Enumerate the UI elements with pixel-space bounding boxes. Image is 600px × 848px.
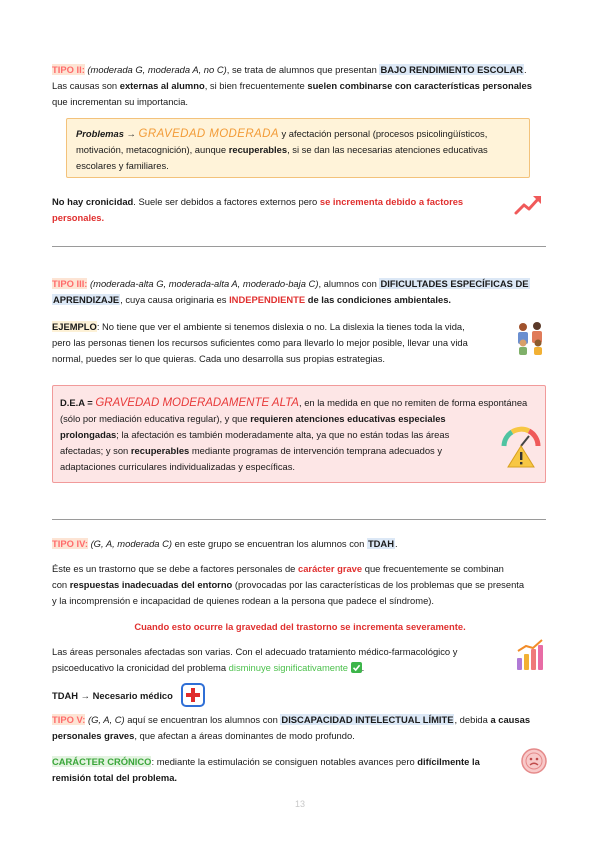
tipo5-l2b: , que afectan a áreas dominantes de modo profundo.	[134, 730, 355, 741]
box2-l1c: , en la medida en que no remiten de forma espontánea	[298, 397, 528, 408]
tipo4-areas-line1: Las áreas personales afectadas son varias. Con el adecuado tratamiento médico-farmacológico y	[52, 646, 458, 657]
tipo4-p2a: con	[52, 579, 70, 590]
tipo4-areas-line2	[52, 660, 364, 676]
divider	[52, 519, 546, 520]
tipo2-callout-box	[66, 118, 530, 178]
tipo2-l2b: externas al alumno	[119, 80, 205, 91]
box2-line4	[60, 443, 442, 459]
tipo4-subtitle: (G, A, moderada C)	[90, 538, 173, 549]
dea-label: D.E.A =	[60, 397, 96, 408]
tdah-line: TDAH → Necesario médico	[52, 690, 173, 701]
tipo2-label: TIPO II:	[52, 64, 85, 75]
tipo3-highlight2: APRENDIZAJE	[53, 294, 120, 305]
tipo4-p2	[52, 577, 524, 593]
ejemplo-line1	[52, 319, 465, 335]
box1-l2c: , si se dan las necesarias atenciones educativas	[287, 144, 488, 155]
box2-recuperables: recuperables	[130, 445, 190, 456]
box2-l3b: ; la afectación es también moderadamente alta, ya que no están todas las áreas	[116, 429, 450, 440]
ejemplo-line2: pero las personas tienen los recursos suficientes como para llevarlo lo mejor posible, llevar una vida	[52, 337, 468, 348]
box2-line5: adaptaciones curriculares individualizadas y específicas.	[60, 461, 296, 472]
tipo4-a2a: psicoeducativo la cronicidad del problema	[52, 662, 229, 673]
tipo5-title-line	[52, 712, 530, 728]
box2-line1	[60, 395, 540, 411]
box2-l2b: requieren atenciones educativas especiales	[250, 413, 446, 424]
box1-line1	[76, 126, 522, 142]
box1-l2a: motivación, metacognición), aunque	[76, 144, 229, 155]
ejemplo-line3: normal, puedes ser lo que quieras. Cada uno desarrolla sus propias estrategias.	[52, 353, 386, 364]
sad-face-icon	[521, 748, 547, 774]
tipo2-text: , se trata de alumnos que presentan	[226, 64, 380, 75]
tipo2-cronicidad-line1	[52, 194, 463, 210]
dea-callout-box	[52, 385, 546, 483]
tipo5-t3: a causas	[490, 714, 531, 725]
tipo3-label: TIPO III:	[52, 278, 88, 289]
tipo5-line2	[52, 728, 355, 744]
tipo2-l2c: , si bien frecuentemente	[204, 80, 308, 91]
tipo5-highlight: DISCAPACIDAD INTELECTUAL LÍMITE	[281, 714, 454, 725]
box2-l4a: afectadas; y son	[60, 445, 131, 456]
tipo4-p3: y la incomprensión e incapacidad de quienes rodean a la persona que padece el síndrome).	[52, 595, 435, 606]
tipo3-independiente: INDEPENDIENTE	[229, 294, 306, 305]
people-icon	[514, 319, 548, 355]
disminuye: disminuye significativamente	[228, 662, 348, 673]
divider	[52, 246, 546, 247]
tipo2-cronicidad-line2: personales.	[52, 212, 105, 223]
caracter-cronico: CARÁCTER CRÓNICO	[52, 756, 152, 767]
tipo4-p1	[52, 561, 546, 577]
check-icon	[351, 662, 362, 673]
tipo3-line2	[52, 292, 451, 308]
gauge-warning-icon	[500, 424, 542, 468]
tipo2-line3: que incrementan su importancia.	[52, 96, 189, 107]
tipo2-l2a: Las causas son	[52, 80, 120, 91]
tipo4-title-line	[52, 536, 398, 552]
tipo4-label: TIPO IV:	[52, 538, 88, 549]
tipo3-text: , alumnos con	[318, 278, 380, 289]
tipo4-p2c: (provocadas por las características de los problemas que se presenta	[232, 579, 525, 590]
box1-line2	[76, 142, 488, 158]
trend-up-icon	[513, 193, 543, 217]
respuestas-inadecuadas: respuestas inadecuadas del entorno	[69, 579, 233, 590]
tipo5-subtitle: (G, A, C)	[87, 714, 125, 725]
box1-problemas: Problemas →	[76, 128, 139, 139]
tipo2-line2	[52, 78, 532, 94]
personales-graves: personales graves	[52, 730, 135, 741]
box1-line3: escolares y familiares.	[76, 160, 169, 171]
ejemplo-label: EJEMPLO	[52, 321, 97, 332]
bar-chart-icon	[514, 638, 548, 672]
cron-text: . Suele ser debidos a factores externos pero	[133, 196, 320, 207]
tipo4-end: .	[394, 538, 398, 549]
tipo2-title-line	[52, 62, 527, 78]
tipo4-highlight: TDAH	[367, 538, 394, 549]
tipo3-title-line	[52, 276, 530, 292]
tipo4-p1a: Éste es un trastorno que se debe a factores personales de	[52, 563, 298, 574]
tipo5-label: TIPO V:	[52, 714, 86, 725]
box1-l1c: y afectación personal (procesos psicolingüísticos,	[278, 128, 488, 139]
tipo5-t2: , debida	[454, 714, 491, 725]
medical-cross-icon	[181, 683, 205, 707]
box1-gravedad: GRAVEDAD MODERADA	[138, 128, 279, 140]
tipo3-highlight1: DIFICULTADES ESPECÍFICAS DE	[380, 278, 529, 289]
tipo2-text-end: .	[524, 64, 527, 75]
box2-prolongadas: prolongadas	[60, 429, 117, 440]
cronico-text: : mediante la estimulación se consiguen notables avances pero	[151, 756, 418, 767]
ejemplo-l1: : No tiene que ver el ambiente si tenemos dislexia o no. La dislexia la tienes toda la vida,	[96, 321, 465, 332]
tipo5-text: aquí se encuentran los alumnos con	[124, 714, 281, 725]
box2-line2	[60, 411, 446, 427]
tipo3-t3: de las condiciones ambientales.	[305, 294, 452, 305]
box2-line3	[60, 427, 449, 443]
caracter-grave: carácter grave	[298, 563, 363, 574]
cron-red: se incrementa debido a factores	[319, 196, 464, 207]
tipo3-subtitle: (moderada-alta G, moderada-alta A, moderado-baja C)	[90, 278, 319, 289]
page-number: 13	[294, 799, 305, 809]
dificilmente: difícilmente la	[417, 756, 480, 767]
tipo4-text: en este grupo se encuentran los alumnos con	[172, 538, 367, 549]
tipo4-warning: Cuando esto ocurre la gravedad del trastorno se incrementa severamente.	[134, 621, 466, 632]
cronico-line1	[52, 754, 480, 770]
cronico-line2: remisión total del problema.	[52, 772, 178, 783]
tipo2-highlight: BAJO RENDIMIENTO ESCOLAR	[380, 64, 523, 75]
no-cronicidad: No hay cronicidad	[52, 196, 134, 207]
box2-l4c: mediante programas de intervención temprana adecuados y	[189, 445, 443, 456]
tipo3-t2: , cuya causa originaria es	[120, 294, 230, 305]
tipo4-a2c: .	[361, 662, 365, 673]
dea-gravedad: GRAVEDAD MODERADAMENTE ALTA	[95, 397, 299, 409]
box1-recuperables: recuperables	[228, 144, 288, 155]
tipo4-p1c: que frecuentemente se combinan	[362, 563, 504, 574]
tipo2-l2d: suelen combinarse con características personales	[307, 80, 532, 91]
tipo2-subtitle: (moderada G, moderada A, no C)	[87, 64, 227, 75]
box2-l2a: (sólo por mediación educativa regular), y que	[60, 413, 251, 424]
